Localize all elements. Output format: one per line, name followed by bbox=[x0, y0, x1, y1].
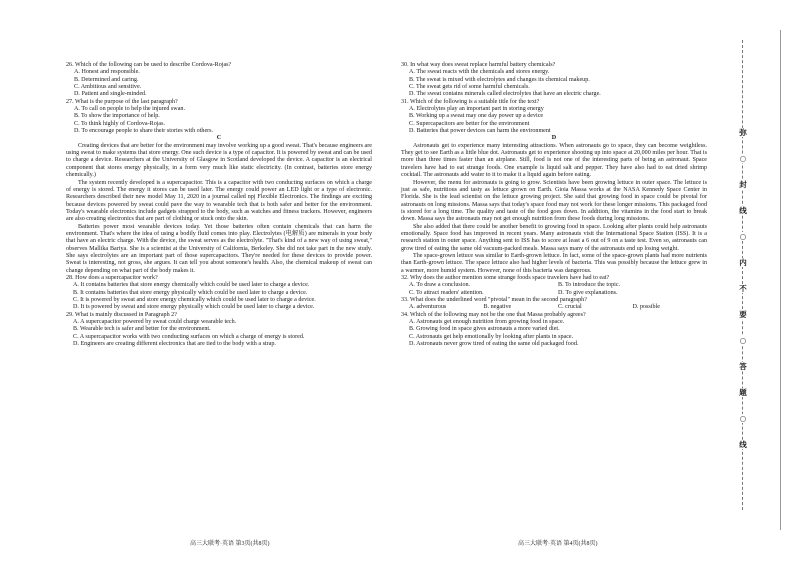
left-column bbox=[66, 62, 372, 348]
q31-option-b: B. Working up a sweat may one day power up a device bbox=[409, 113, 544, 120]
q26-option-d: D. Patient and single-minded. bbox=[74, 91, 147, 98]
q30-option-c: C. The sweat gets rid of some harmful chemicals. bbox=[409, 84, 530, 91]
q27-option-d: D. To encourage people to share their stories with others. bbox=[74, 128, 214, 135]
q32-option-c: C. To attract readers' attention. bbox=[409, 289, 484, 296]
seal-circle-mark: ○ bbox=[730, 336, 756, 345]
passage-c-paragraph: The system recently developed is a supercapacitor. This is a capacitor with two conducting surfaces on which a charge of energy is stored. The energy it stores can be used later. The energy could power an LED light or a type of electronic. Researchers described their new model May 11, 2020 in a journal called npj Flexible Electronics. The findings are exciting because devices powered by sweat could pave the way to wearable tech that is both safer and better for the environment. Today's wearable electronics include gadgets strapped to the body, such as watches and fitness trackers. However, engineers are also creating electronics that are part of clothing or stuck onto the skin. bbox=[66, 179, 372, 223]
q32-options-row-2 bbox=[401, 290, 707, 297]
q29-option-c: C. A supercapacitor works with two conducting surfaces on which a charge of energy is stored. bbox=[73, 333, 305, 340]
question-29 bbox=[66, 312, 372, 349]
q28-option-c: C. It is powered by sweat and store energy chemically which could be used later to charge a device. bbox=[73, 297, 316, 303]
question-34 bbox=[401, 312, 707, 349]
q34-option-b: B. Growing food in space gives astronauts a more varied diet. bbox=[409, 326, 560, 333]
q31-option-c: C. Supercapacitors are better for the environment bbox=[409, 120, 530, 127]
passage-d-paragraph: The space-grown lettuce was similar to Earth-grown lettuce. In fact, some of the space-grown plants had more nutrients than Earth-grown lettuce. The space lettuce also had higher levels of bacteria. This was possibly because the lettuce grew in a warmer, more humid system. However, none of this bacteria was dangerous. bbox=[401, 252, 707, 274]
q33-stem: 33. What does the underlined word "pivotal" mean in the second paragraph? bbox=[401, 297, 587, 303]
q30-option-d: D. The sweat contains minerals called electrolytes that have an electric charge. bbox=[409, 91, 601, 98]
seal-char: 题 bbox=[730, 388, 756, 397]
passage-c-paragraph: Creating devices that are better for the environment may involve working up a good sweat. That's because engineers are using sweat to make systems that store energy. One such device is a type of capacitor. It is powered by sweat and can be used to charge a device. Researchers at the University of Glasgow in Scotland developed the device. A capacitor is an electrical component that stores energy physically, in a form very much like static electricity. (In contrast, batteries store energy chemically.) bbox=[66, 142, 372, 179]
q32-option-d: D. To give explanations. bbox=[558, 289, 618, 296]
question-33 bbox=[401, 297, 707, 312]
section-c-heading: C bbox=[216, 135, 222, 142]
q33-option-a: A. adventurous bbox=[409, 304, 447, 311]
passage-c bbox=[66, 143, 372, 275]
q34-stem: 34. Which of the following may not be the one that Massa probably agrees? bbox=[401, 311, 586, 318]
q34-option-d: D. Astronauts never grow tired of eating the same old packaged food. bbox=[409, 341, 579, 348]
q32-option-b: B. To introduce the topic. bbox=[558, 282, 621, 289]
page-footer-left: 高三大联考·英语 第3页(共8页) bbox=[190, 541, 270, 547]
seal-char: 答 bbox=[730, 362, 756, 371]
q27-option-c: C. To think highly of Cordova-Rojas. bbox=[74, 120, 166, 127]
q26-option-c: C. Ambitious and sensitive. bbox=[74, 84, 142, 91]
seal-char: 要 bbox=[730, 310, 756, 319]
q32-option-a: A. To draw a conclusion. bbox=[409, 282, 471, 289]
seal-char: 不 bbox=[730, 284, 756, 293]
q31-option-a: A. Electrolytes play an important part in storing energy bbox=[409, 106, 544, 113]
q34-option-c: C. Astronauts get help emotionally by looking after plants in space. bbox=[409, 333, 574, 340]
passage-d-paragraph: She also added that there could be another benefit to growing food in space. Looking after plants could help astronauts emotionally. Space food has improved in recent years. Many astronauts visit the International Space Station (ISS). It is a research station in outer space. Anything sent to ISS has to score at least a 6 out of 9 on a taste test. Even so, astronauts can grow tired of eating the same old vacuum-packed meals. Massa says many of the astronauts end up losing weight. bbox=[401, 223, 707, 252]
seal-char: 线 bbox=[730, 206, 756, 215]
q27-stem: 27. What is the purpose of the last paragraph? bbox=[66, 98, 178, 105]
q28-option-b: B. It contains batteries that store energy physically which could be used later to charge a device. bbox=[73, 289, 308, 296]
question-28 bbox=[66, 275, 372, 312]
q33-option-c: C. crucial bbox=[558, 304, 582, 311]
page-edge-divider bbox=[780, 30, 781, 530]
seal-circle-mark: ○ bbox=[730, 154, 756, 163]
q27-option-a: A. To call on people to help the injured swan. bbox=[74, 106, 185, 113]
q26-option-b: B. Determined and caring. bbox=[74, 76, 139, 83]
q26-stem: 26. Which of the following can be used to describe Cordova-Rojas? bbox=[66, 62, 232, 68]
seal-circle-mark: ○ bbox=[730, 232, 756, 241]
q29-option-b: B. Wearable tech is safer and better for the environment. bbox=[73, 326, 211, 333]
q33-option-d: D. possible bbox=[632, 304, 660, 311]
passage-c-paragraph: Batteries power most wearable devices today. Yet those batteries often contain chemicals that can harm the environment. That's where the idea of using a bodily fluid comes into play. Electrolytes (电解质) are minerals in your body that have an electric charge. With the device, the sweat serves as the electrolyte. "That's kind of a new way of using sweat," observes Mallika Bariya. She is a scientist at the University of California, Berkeley. She did not take part in the new study. She says electrolytes are an important part of those supercapacitors. They're needed for these devices to provide power. Sweat is interesting, not gross, she argues. It can tell you about someone's health. Also, the chemical makeup of sweat can change depending on what part of the body makes it. bbox=[66, 223, 372, 274]
q31-stem: 31. Which of the following is a suitable title for the text? bbox=[401, 98, 540, 105]
passage-d bbox=[401, 143, 707, 275]
seal-circle-mark: ○ bbox=[730, 414, 756, 423]
seal-char: 内 bbox=[730, 258, 756, 267]
passage-d-paragraph: However, the menu for astronauts is going to grow. Scientists have been growing lettuce in outer space. The lettuce is just as safe, nutritious and tasty as lettuce grown on Earth. Gioia Massa works at the NASA Kennedy Space Center in Florida. She is the lead scientist on the lettuce growing project. She said that growing food in space could be pivotal for astronauts on long missions. Massa says that today's space food may not work for these longer missions. This packaged food is stored for a long time. The quality and taste of the food goes down. In addition, the vitamins in the food start to break down. Massa says the astronauts may not get enough nutrition from these foods during long missions. bbox=[401, 179, 707, 223]
q27-option-b: B. To show the importance of help. bbox=[74, 113, 160, 120]
q31-option-d: D. Batteries that power devices can harm the environment bbox=[409, 128, 551, 135]
q30-option-a: A. The sweat reacts with the chemicals and stores energy. bbox=[409, 69, 550, 76]
q28-stem: 28. How does a supercapacitor work? bbox=[66, 274, 158, 281]
q32-stem: 32. Why does the author mention some strange foods space travelers have had to eat? bbox=[401, 274, 610, 281]
q30-stem: 30. In what way does sweat replace harmful battery chemicals? bbox=[401, 62, 556, 68]
passage-d-paragraph: Astronauts get to experience many interesting attractions. When astronauts go to space, they can become weightless. They get to see Earth as a little blue dot. Astronauts get to experience shooting up into space at 20,000 miles per hour. That is more than three times faster than an airplane. Still, food is not one of the interesting parts of being an astronaut. Space travelers have had to eat strange foods. One example is liquid salt and pepper. They have also had to eat dried shrimp cocktail. The astronauts add water to it to make it a liquid again before eating. bbox=[401, 142, 707, 179]
seal-char: 封 bbox=[730, 180, 756, 189]
q28-option-a: A. It contains batteries that store energy chemically which could be used later to charge a device. bbox=[73, 282, 310, 289]
section-d-heading: D bbox=[551, 135, 557, 142]
q29-option-d: D. Engineers are creating different electronics that are tied to the body with a strap. bbox=[73, 341, 276, 348]
seal-char: 线 bbox=[730, 440, 756, 449]
q28-option-d: D. It is powered by sweat and store energy physically which could be used later to charge a device. bbox=[73, 304, 315, 311]
q32-options-row-1 bbox=[401, 282, 707, 289]
question-30 bbox=[401, 62, 707, 99]
sealing-line-margin bbox=[700, 0, 794, 562]
page-footer-right: 高三大联考·英语 第4页(共8页) bbox=[518, 541, 598, 547]
question-31 bbox=[401, 99, 707, 136]
q29-stem: 29. What is mainly discussed in Paragraph 2? bbox=[66, 311, 177, 318]
q33-option-b: B. negative bbox=[483, 304, 512, 311]
question-27 bbox=[66, 99, 372, 136]
q33-options-row bbox=[401, 304, 707, 311]
q34-option-a: A. Astronauts get enough nutrition from growing food in space. bbox=[409, 319, 565, 326]
right-column bbox=[401, 62, 707, 348]
q29-option-a: A. A supercapacitor powered by sweat could charge wearable tech. bbox=[73, 319, 237, 326]
seal-char: 弥 bbox=[730, 128, 756, 137]
q26-option-a: A. Honest and responsible. bbox=[74, 69, 140, 76]
question-32 bbox=[401, 275, 707, 297]
question-26 bbox=[66, 62, 372, 99]
q30-option-b: B. The sweat is mixed with electrolytes and changes its chemical makeup. bbox=[409, 76, 590, 83]
